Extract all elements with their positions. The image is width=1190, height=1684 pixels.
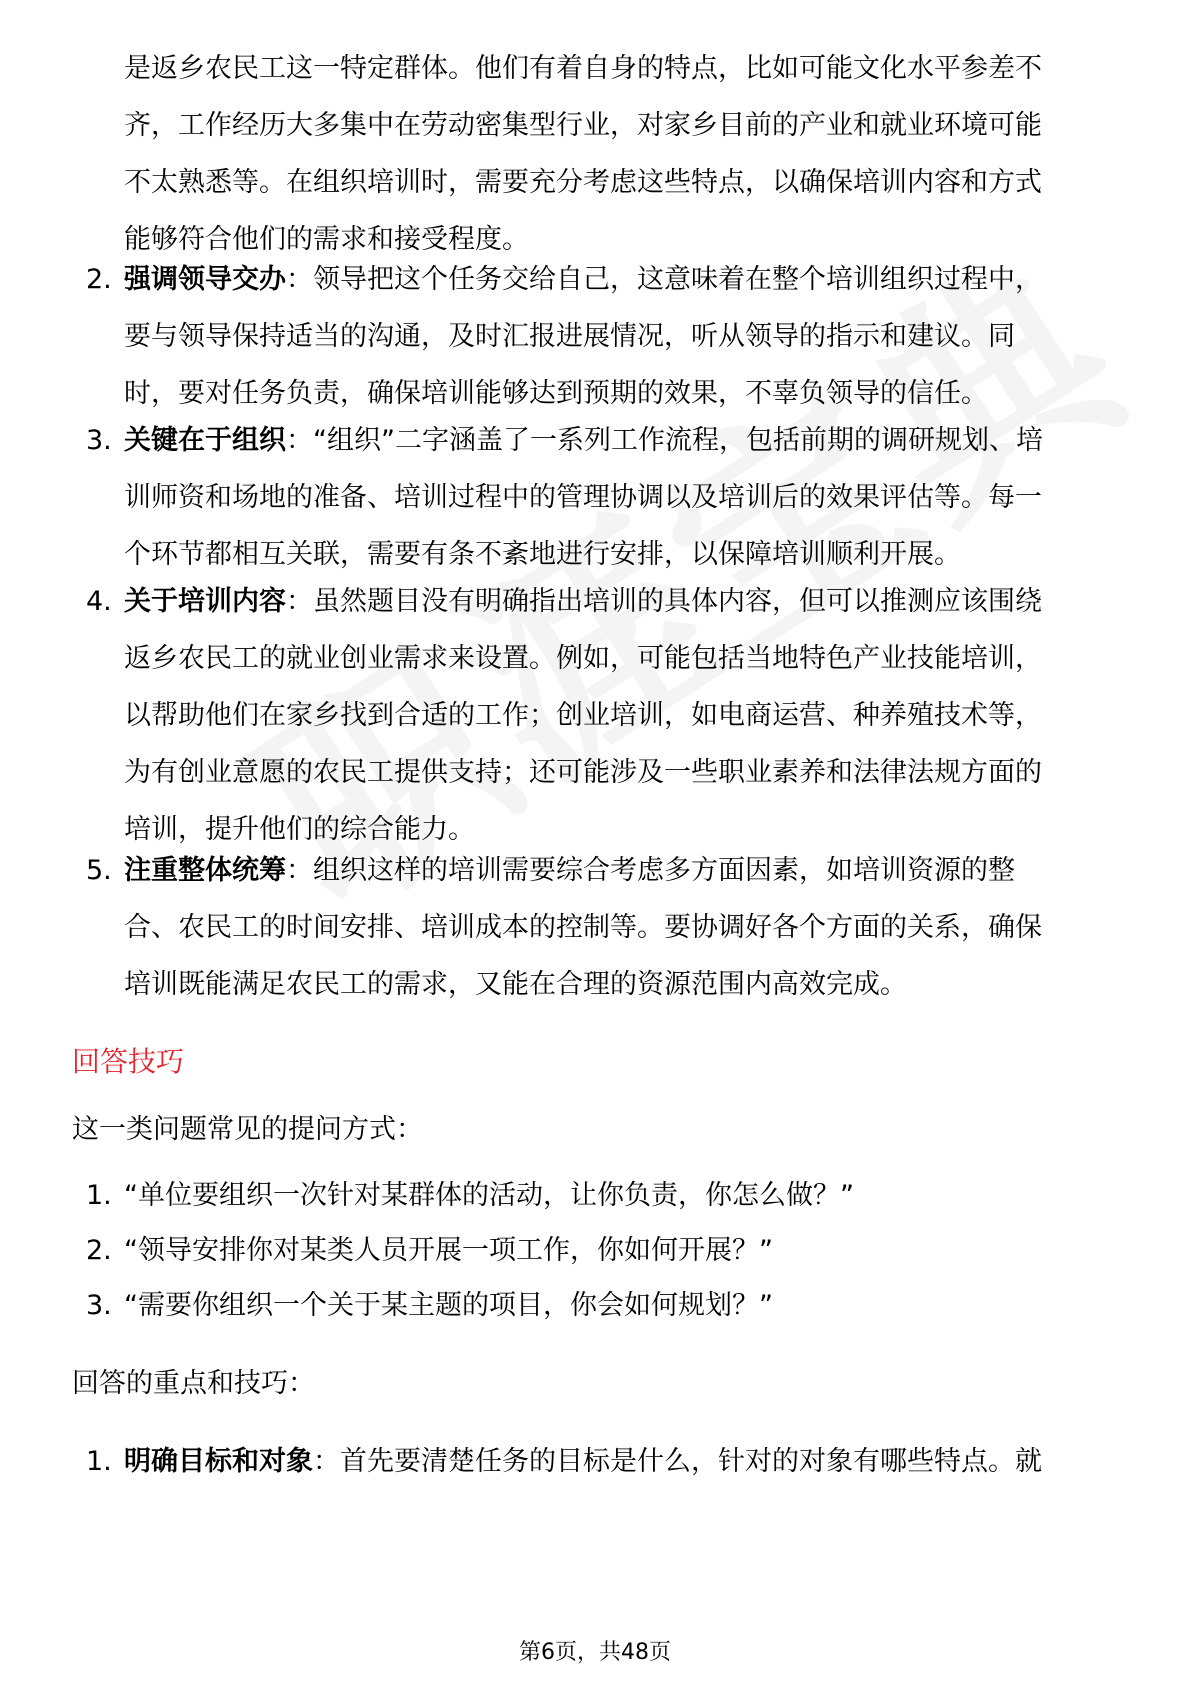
question-text: “领导安排你对某类人员开展一项工作，你如何开展？” bbox=[124, 1235, 773, 1266]
list-item-text: ：领导把这个任务交给自己，这意味着在整个培训组织过程中， bbox=[286, 264, 1042, 295]
list-item-title: 关键在于组织 bbox=[124, 425, 286, 456]
question-item bbox=[0, 1176, 1190, 1216]
question-item bbox=[0, 1231, 1190, 1271]
key-point-title: 明确目标和对象 bbox=[124, 1446, 313, 1477]
list-item-body bbox=[124, 842, 1042, 1013]
list-number: 3. bbox=[86, 425, 112, 456]
list-item-text: 训师资和场地的准备、培训过程中的管理协调以及培训后的效果评估等。每一 bbox=[124, 482, 1042, 513]
list-item-body bbox=[124, 573, 1042, 858]
list-item-body bbox=[124, 412, 1043, 583]
intro-line: 能够符合他们的需求和接受程度。 bbox=[124, 224, 529, 255]
list-item-text: 个环节都相互关联，需要有条不紊地进行安排，以保障培训顺利开展。 bbox=[124, 539, 961, 570]
question-text: “单位要组织一次针对某群体的活动，让你负责，你怎么做？” bbox=[124, 1180, 854, 1211]
key-point-body bbox=[124, 1442, 1042, 1482]
list-number: 1. bbox=[86, 1446, 112, 1477]
list-item-text: ：虽然题目没有明确指出培训的具体内容，但可以推测应该围绕 bbox=[286, 586, 1042, 617]
key-points-intro: 回答的重点和技巧： bbox=[72, 1368, 315, 1399]
question-item bbox=[0, 1286, 1190, 1326]
list-number: 3. bbox=[86, 1290, 112, 1321]
list-item-text: 要与领导保持适当的沟通，及时汇报进展情况，听从领导的指示和建议。同 bbox=[124, 321, 1015, 352]
list-item-text: 返乡农民工的就业创业需求来设置。例如，可能包括当地特色产业技能培训， bbox=[124, 643, 1042, 674]
list-item-title: 关于培训内容 bbox=[124, 586, 286, 617]
list-number: 1. bbox=[86, 1180, 112, 1211]
question-text: “需要你组织一个关于某主题的项目，你会如何规划？” bbox=[124, 1290, 773, 1321]
list-number: 4. bbox=[86, 586, 112, 617]
list-number: 5. bbox=[86, 855, 112, 886]
list-item-text: 时，要对任务负责，确保培训能够达到预期的效果，不辜负领导的信任。 bbox=[124, 378, 988, 409]
list-item-title: 注重整体统筹 bbox=[124, 855, 286, 886]
intro-line: 不太熟悉等。在组织培训时，需要充分考虑这些特点，以确保培训内容和方式 bbox=[124, 167, 1042, 198]
list-item-title: 强调领导交办 bbox=[124, 264, 286, 295]
intro-paragraph bbox=[124, 40, 1042, 268]
list-item-text: 以帮助他们在家乡找到合适的工作；创业培训，如电商运营、种养殖技术等， bbox=[124, 700, 1042, 731]
key-point-item bbox=[0, 1442, 1190, 1482]
list-item-text: 合、农民工的时间安排、培训成本的控制等。要协调好各个方面的关系，确保 bbox=[124, 912, 1042, 943]
list-item-text: ：组织这样的培训需要综合考虑多方面因素，如培训资源的整 bbox=[286, 855, 1015, 886]
list-item-text: ：“组织”二字涵盖了一系列工作流程，包括前期的调研规划、培 bbox=[286, 425, 1043, 456]
list-item-text: 培训，提升他们的综合能力。 bbox=[124, 814, 475, 845]
key-point-text: ：首先要清楚任务的目标是什么，针对的对象有哪些特点。就 bbox=[313, 1446, 1042, 1477]
list-item-text: 培训既能满足农民工的需求，又能在合理的资源范围内高效完成。 bbox=[124, 969, 907, 1000]
common-questions-intro: 这一类问题常见的提问方式： bbox=[72, 1114, 423, 1145]
list-number: 2. bbox=[86, 264, 112, 295]
intro-line: 齐，工作经历大多集中在劳动密集型行业，对家乡目前的产业和就业环境可能 bbox=[124, 110, 1042, 141]
intro-line: 是返乡农民工这一特定群体。他们有着自身的特点，比如可能文化水平参差不 bbox=[124, 53, 1042, 84]
list-item-text: 为有创业意愿的农民工提供支持；还可能涉及一些职业素养和法律法规方面的 bbox=[124, 757, 1042, 788]
list-item-body bbox=[124, 251, 1042, 422]
section-heading: 回答技巧 bbox=[72, 1045, 185, 1078]
list-number: 2. bbox=[86, 1235, 112, 1266]
page-footer: 第6页，共48页 bbox=[519, 1640, 671, 1665]
